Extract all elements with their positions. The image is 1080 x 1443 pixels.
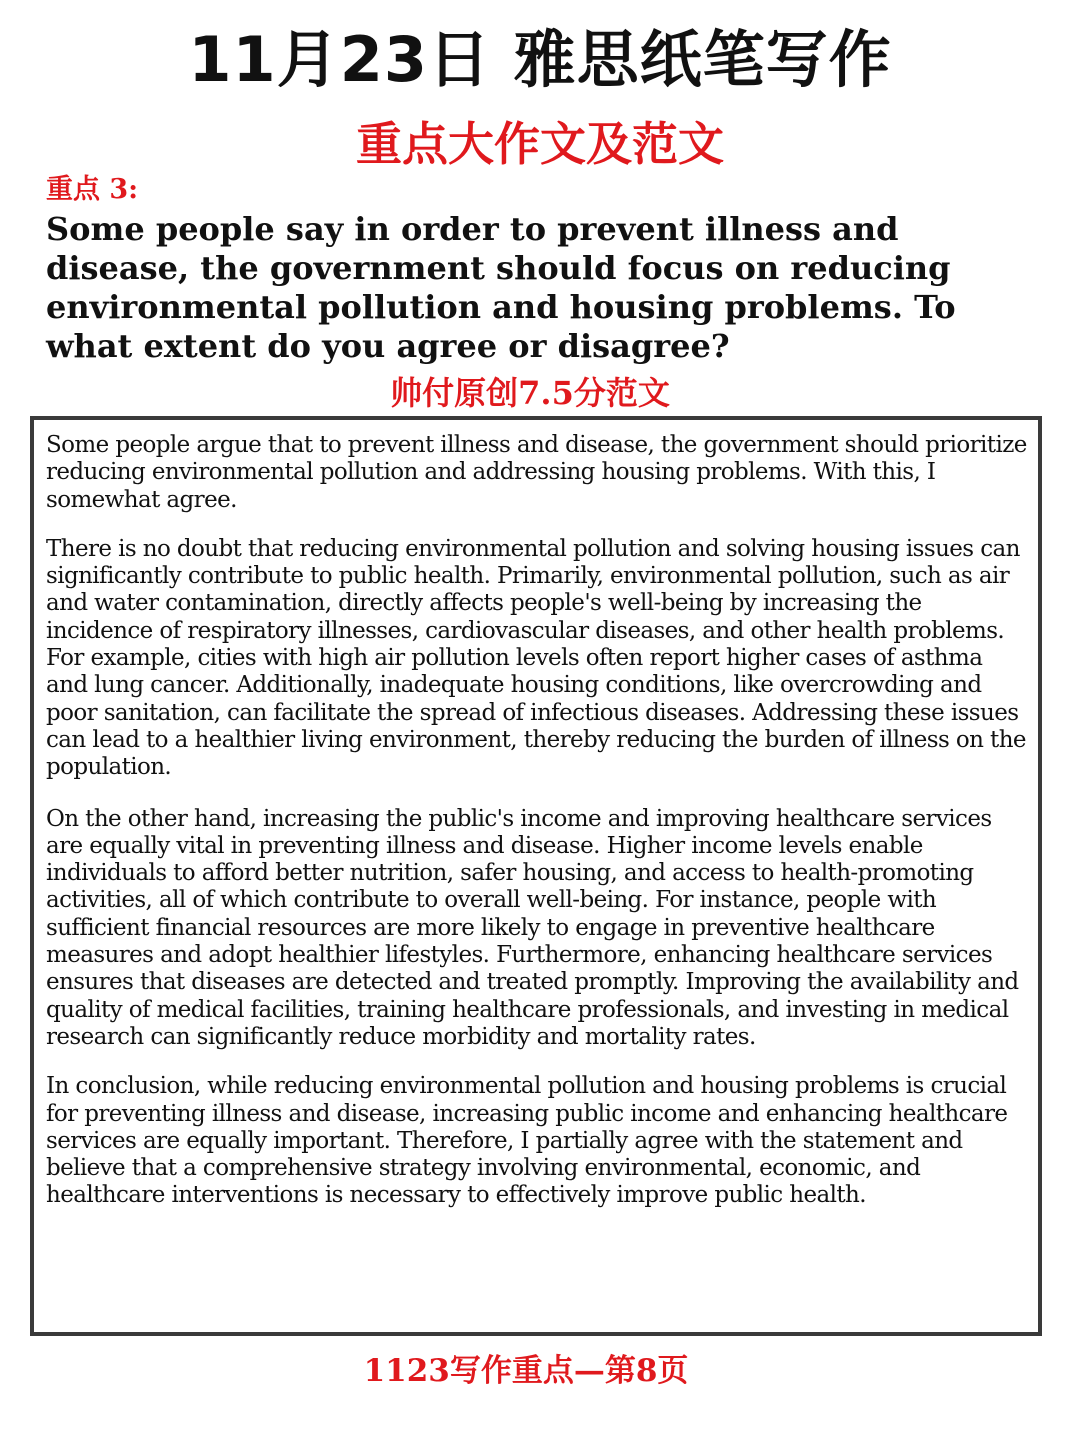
essay-paragraph-conclusion: In conclusion, while reducing environmental pollution and housing problems is crucial for preventing illness and disease, increasing public income and enhancing healthcare services are equally important. Therefore, I partially agree with the statement and believe that a comprehensive strategy involving environmental, economic, and healthcare interventions is necessary to effectively improve public health. <box>46 1073 1008 1209</box>
essay-paragraph-body-1: There is no doubt that reducing environmental pollution and solving housing issues can significantly contribute to public health. Primarily, environmental pollution, such as air and water contamination, directly affects people's well-being by increasing the incidence of respiratory illnesses, cardiovascular diseases, and other health problems. For example, cities with high air pollution levels often report higher cases of asthma and lung cancer. Additionally, inadequate housing conditions, like overcrowding and poor sanitation, can facilitate the spread of infectious diseases. Addressing these issues can lead to a healthier living environment, thereby reducing the burden of illness on the population. <box>46 535 1026 781</box>
page-footer: 1123写作重点—第8页 <box>363 1353 689 1389</box>
essay-box <box>30 416 1042 1336</box>
page-subtitle: 重点大作文及范文 <box>356 117 724 171</box>
essay-paragraph-body-2: On the other hand, increasing the public's income and improving healthcare services are equally vital in preventing illness and disease. Higher income levels enable individuals to afford better nutrition, safer housing, and access to health-promoting activities, all of which contribute to overall well-being. For instance, people with sufficient financial resources are more likely to engage in preventive healthcare measures and adopt healthier lifestyles. Furthermore, enhancing healthcare services ensures that diseases are detected and treated promptly. Improving the availability and quality of medical facilities, training healthcare professionals, and investing in medical research can significantly reduce morbidity and mortality rates. <box>46 805 1019 1050</box>
topic-label: 重点 3: <box>46 174 139 205</box>
sample-essay-label: 帅付原创7.5分范文 <box>390 374 670 412</box>
essay-paragraph-intro: Some people argue that to prevent illness and disease, the government should prioritize reducing environmental pollution and addressing housing problems. With this, I somewhat agree. <box>46 432 1027 513</box>
page-title: 11月23日 雅思纸笔写作 <box>188 23 892 96</box>
essay-question: Some people say in order to prevent illness and disease, the government should focus on reducing environmental pollution and housing problems. To what extent do you agree or disagree? <box>46 210 956 365</box>
